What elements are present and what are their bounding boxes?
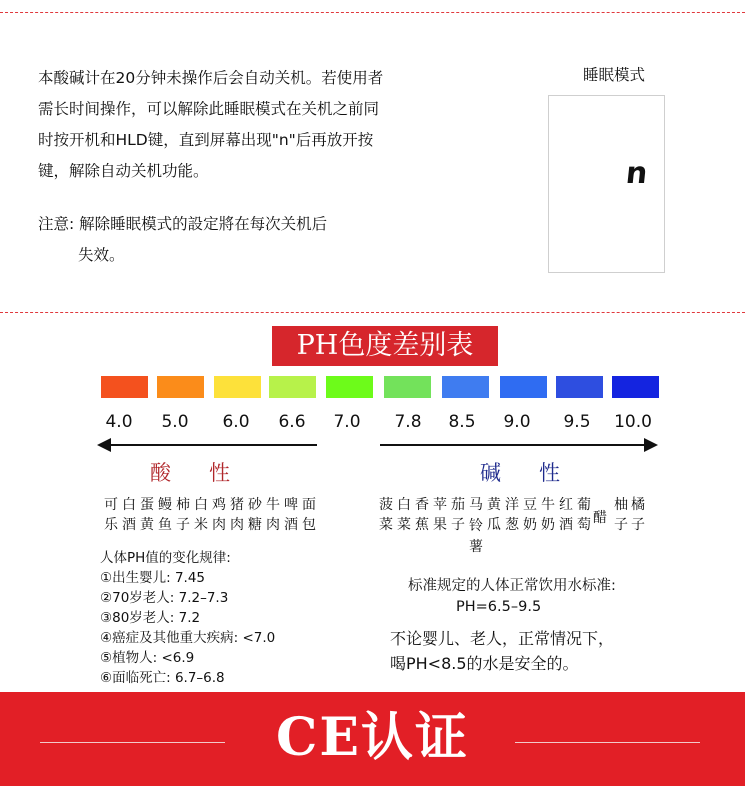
- ph-tick-label: 7.0: [333, 412, 361, 432]
- food-item: 蛋黄: [140, 497, 154, 533]
- list-item: ④癌症及其他重大疾病: <7.0: [100, 630, 276, 646]
- note-line: 注意: 解除睡眠模式的設定將在每次关机后: [38, 215, 328, 233]
- ph-tick-label: 8.5: [448, 412, 476, 432]
- food-item: 白米: [194, 497, 208, 533]
- food-item: 醋: [593, 510, 607, 526]
- ph-color-swatch: [101, 376, 148, 398]
- standard-line: 标准规定的人体正常饮用水标准:: [408, 578, 616, 594]
- sleep-mode-title: 睡眠模式: [583, 66, 646, 84]
- intro-line: 需长时间操作，可以解除此睡眠模式在关机之前同: [38, 100, 380, 118]
- food-item: 马铃薯: [469, 497, 483, 555]
- acid-arrow-line: [108, 444, 317, 446]
- food-item: 牛奶: [541, 497, 555, 533]
- food-item: 洋葱: [505, 497, 519, 533]
- ph-tick-label: 9.0: [503, 412, 531, 432]
- intro-text: [38, 63, 383, 187]
- food-item: 啤酒: [284, 497, 298, 533]
- food-item: 鳗鱼: [158, 497, 172, 533]
- food-item: 苹果: [433, 497, 447, 533]
- alkaline-arrow-line: [380, 444, 646, 446]
- ph-color-swatch: [500, 376, 547, 398]
- intro-line: 本酸碱计在20分钟未操作后会自动关机。若使用者: [38, 69, 384, 87]
- ph-color-swatch: [442, 376, 489, 398]
- intro-line: 时按开机和HLD键，直到屏幕出现"n"后再放开按: [38, 131, 374, 149]
- ph-color-swatch: [384, 376, 431, 398]
- ph-chart-title: PH色度差别表: [272, 326, 498, 366]
- top-divider: [0, 12, 745, 13]
- ph-tick-label: 10.0: [614, 412, 652, 432]
- food-item: 红酒: [559, 497, 573, 533]
- list-item: ①出生婴儿: 7.45: [100, 570, 206, 586]
- note-line: 失效。: [78, 246, 125, 264]
- food-item: 白菜: [397, 497, 411, 533]
- food-item: 砂糖: [248, 497, 262, 533]
- note-text: [38, 209, 327, 271]
- food-item: 豆奶: [523, 497, 537, 533]
- food-item: 白酒: [122, 497, 136, 533]
- alkaline-label: 碱性: [480, 461, 598, 485]
- ph-color-swatch: [612, 376, 659, 398]
- ph-tick-label: 6.6: [278, 412, 306, 432]
- alkaline-arrow-head: [644, 438, 658, 452]
- ph-tick-label: 7.8: [394, 412, 422, 432]
- standard-value: PH=6.5–9.5: [456, 599, 542, 615]
- body-ph-list: [100, 548, 275, 688]
- food-item: 茄子: [451, 497, 465, 533]
- food-item: 黄瓜: [487, 497, 501, 533]
- food-item: 香蕉: [415, 497, 429, 533]
- food-item: 柚子: [614, 497, 628, 533]
- ph-color-swatch: [556, 376, 603, 398]
- food-item: 菠菜: [379, 497, 393, 533]
- food-item: 葡萄: [577, 497, 591, 533]
- body-ph-heading: 人体PH值的变化规律:: [100, 550, 231, 566]
- food-item: 猪肉: [230, 497, 244, 533]
- ph-tick-label: 5.0: [161, 412, 189, 432]
- list-item: ③80岁老人: 7.2: [100, 610, 201, 626]
- food-item: 橘子: [631, 497, 645, 533]
- food-item: 鸡肉: [212, 497, 226, 533]
- safety-line: 不论婴儿、老人，正常情况下，: [390, 629, 615, 648]
- lcd-n-glyph: n: [624, 156, 650, 191]
- safety-line: 喝PH<8.5的水是安全的。: [390, 654, 579, 673]
- ph-tick-label: 9.5: [563, 412, 591, 432]
- drinking-water-standard: [408, 576, 616, 618]
- ce-banner-text: CE认证: [275, 707, 470, 768]
- food-item: 柿子: [176, 497, 190, 533]
- food-item: 牛肉: [266, 497, 280, 533]
- middle-divider: [0, 312, 745, 313]
- intro-line: 键，解除自动关机功能。: [38, 162, 209, 180]
- ph-color-swatch: [269, 376, 316, 398]
- list-item: ⑤植物人: <6.9: [100, 650, 195, 666]
- ph-tick-label: 4.0: [105, 412, 133, 432]
- food-item: 面包: [302, 497, 316, 533]
- acid-label: 酸性: [150, 461, 268, 485]
- ph-tick-label: 6.0: [222, 412, 250, 432]
- list-item: ⑥面临死亡: 6.7–6.8: [100, 670, 225, 686]
- list-item: ②70岁老人: 7.2–7.3: [100, 590, 229, 606]
- ph-color-swatch: [157, 376, 204, 398]
- lcd-screen-illustration: [548, 95, 665, 273]
- food-item: 可乐: [104, 497, 118, 533]
- ph-color-swatch: [326, 376, 373, 398]
- ph-color-swatch: [214, 376, 261, 398]
- safety-note: [390, 626, 614, 676]
